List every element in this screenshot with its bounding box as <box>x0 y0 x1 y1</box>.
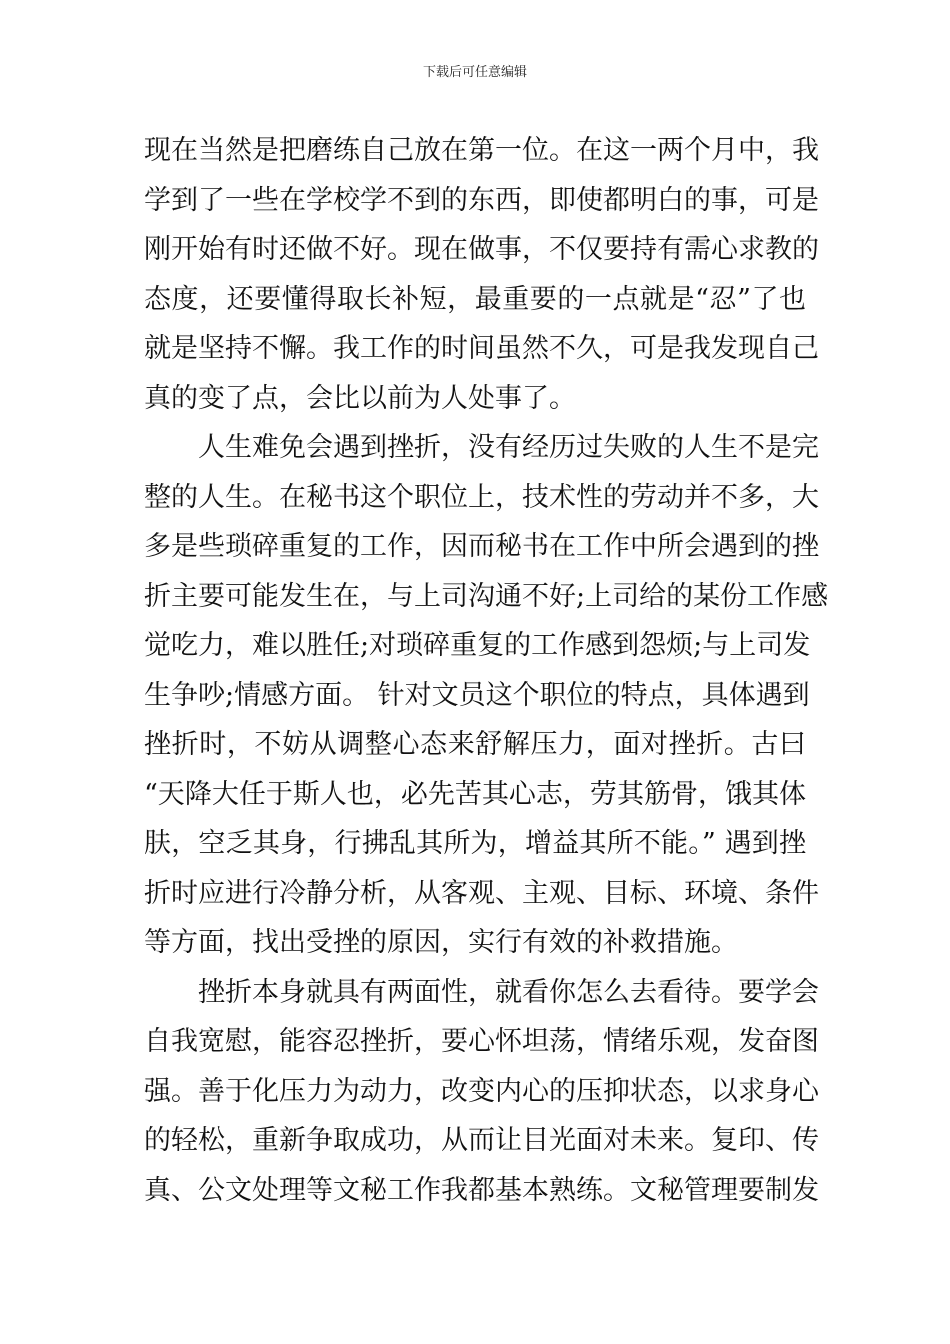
text-line: 觉吃力，难以胜任;对琐碎重复的工作感到怨烦;与上司发 <box>144 630 811 661</box>
text-line: 现在当然是把磨练自己放在第一位。在这一两个月中，我 <box>144 135 819 166</box>
text-line: 多是些琐碎重复的工作，因而秘书在工作中所会遇到的挫 <box>144 531 819 562</box>
text-line: 真、公文处理等文秘工作我都基本熟练。文秘管理要制发 <box>144 1174 819 1206</box>
text-line: 的轻松，重新争取成功，从而让目光面对未来。复印、传 <box>144 1125 819 1156</box>
text-line: 生争吵;情感方面。 针对文员这个职位的特点，具体遇到 <box>144 679 810 711</box>
text-line: 折时应进行冷静分析，从客观、主观、目标、环境、条件 <box>144 877 819 909</box>
text-line: 刚开始有时还做不好。现在做事，不仅要持有需心求教的 <box>144 234 819 265</box>
text-line: 挫折时，不妨从调整心态来舒解压力，面对挫折。古曰 <box>144 729 806 760</box>
text-line: 强。善于化压力为动力，改变内心的压抑状态，以求身心 <box>144 1075 819 1107</box>
text-line: 肤，空乏其身，行拂乱其所为，增益其所不能。” 遇到挫 <box>144 828 806 859</box>
text-line: 就是坚持不懈。我工作的时间虽然不久，可是我发现自己 <box>144 333 819 364</box>
text-line: 等方面，找出受挫的原因，实行有效的补救措施。 <box>144 927 738 958</box>
text-line: 态度，还要懂得取长补短，最重要的一点就是“忍”了也 <box>144 283 806 315</box>
paragraph <box>144 126 819 423</box>
text-line: 自我宽慰，能容忍挫折，要心怀坦荡，情绪乐观，发奋图 <box>144 1026 819 1057</box>
text-line: 折主要可能发生在，与上司沟通不好;上司给的某份工作感 <box>144 580 829 612</box>
text-line: 挫折本身就具有两面性，就看你怎么去看待。要学会 <box>198 976 819 1008</box>
text-line: 人生难免会遇到挫折，没有经历过失败的人生不是完 <box>198 432 819 463</box>
page-header: 下载后可任意编辑 <box>422 65 527 80</box>
text-line: 整的人生。在秘书这个职位上，技术性的劳动并不多，大 <box>144 481 819 513</box>
text-line: 学到了一些在学校学不到的东西，即使都明白的事，可是 <box>144 184 819 216</box>
paragraph <box>144 968 819 1216</box>
text-line: 真的变了点，会比以前为人处事了。 <box>144 382 576 414</box>
document-body <box>144 126 829 1215</box>
paragraph <box>144 423 829 968</box>
text-line: “天降大任于斯人也，必先苦其心志，劳其筋骨，饿其体 <box>144 778 806 810</box>
